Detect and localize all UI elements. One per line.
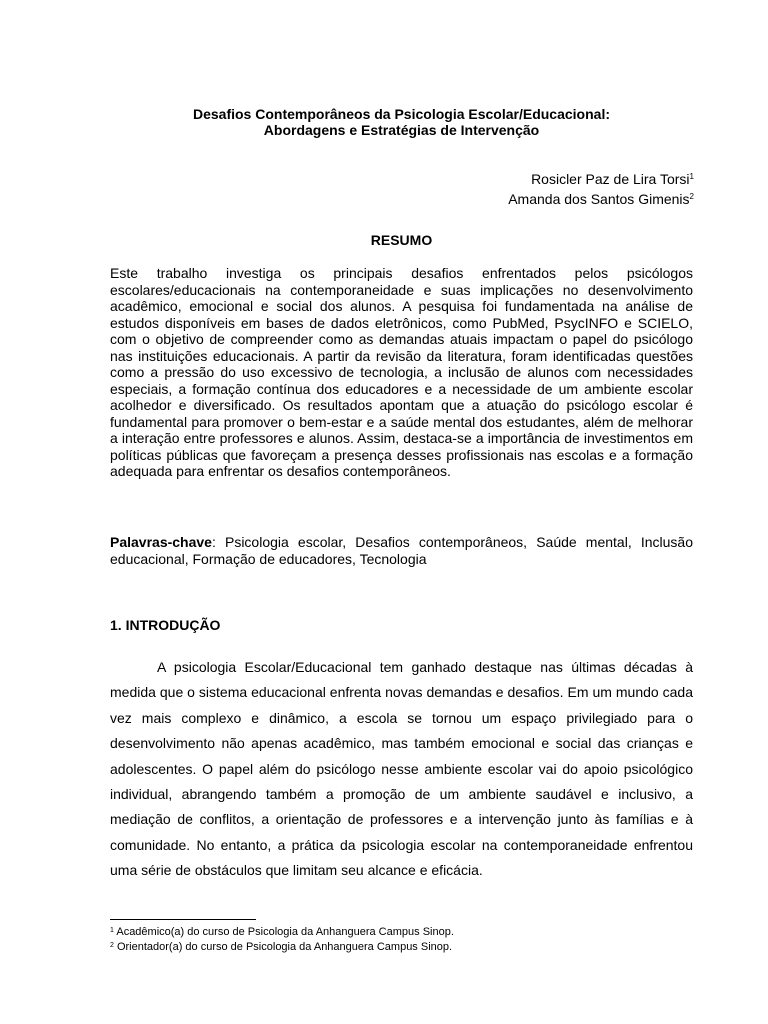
author-name: Amanda dos Santos Gimenis (508, 191, 690, 207)
author-list (110, 168, 694, 208)
footnote-text: Orientador(a) do curso de Psicologia da Anhanguera Campus Sinop. (113, 941, 453, 953)
author-1 (110, 168, 694, 188)
title-line-2: Abordagens e Estratégias de Intervenção (263, 122, 540, 138)
footnote-mark: 2 (689, 192, 694, 201)
title-line-1: Desafios Contemporâneos da Psicologia Escolar/Educacional: (192, 106, 610, 122)
keywords-text: : Psicologia escolar, Desafios contemporâneos, Saúde mental, Inclusão educacional, Formação de educadores, Tecnologia (110, 534, 693, 567)
author-2 (110, 188, 694, 208)
footnote-1 (110, 924, 454, 939)
keywords-label: Palavras-chave (110, 534, 212, 550)
section-heading-introduction: 1. INTRODUÇÃO (110, 617, 221, 633)
footnote-mark: 2 (110, 942, 114, 949)
footnote-mark: 1 (110, 927, 114, 934)
abstract-heading: RESUMO (370, 232, 433, 248)
footnote-mark: 1 (689, 172, 694, 181)
document-title (110, 106, 693, 138)
introduction-paragraph: A psicologia Escolar/Educacional tem ganhado destaque nas últimas décadas à medida que o sistema educacional enfrenta novas demandas e desafios. Em um mundo cada vez mais complexo e dinâmico, a escola se tornou um espaço privilegiado para o desenvolvimento não apenas acadêmico, mas também emocional e social das crianças e adolescentes. O papel além do psicólogo nesse ambiente escolar vai do apoio psicológico individual, abrangendo também a promoção de um ambiente saudável e inclusivo, a mediação de conflitos, a orientação de professores e a intervenção junto às famílias e à comunidade. No entanto, a prática da psicologia escolar na contemporaneidade enfrentou uma série de obstáculos que limitam seu alcance e eficácia. (110, 659, 693, 879)
author-name: Rosicler Paz de Lira Torsi (531, 171, 690, 187)
keywords (110, 534, 693, 567)
footnote-separator (110, 919, 256, 920)
footnotes (110, 924, 454, 954)
footnote-text: Acadêmico(a) do curso de Psicologia da Anhanguera Campus Sinop. (113, 926, 454, 938)
abstract-text: Este trabalho investiga os principais desafios enfrentados pelos psicólogos escolares/educacionais na contemporaneidade e suas implicações no desenvolvimento acadêmico, emocional e social dos alunos. A pesquisa foi fundamentada na análise de estudos disponíveis em bases de dados eletrônicos, como PubMed, PsycINFO e SCIELO, com o objetivo de compreender como as demandas atuais impactam o papel do psicólogo nas instituições educacionais. A partir da revisão da literatura, foram identificadas questões como a pressão do uso excessivo de tecnologia, a inclusão de alunos com necessidades especiais, a formação contínua dos educadores e a necessidade de um ambiente escolar acolhedor e diversificado. Os resultados apontam que a atuação do psicólogo escolar é fundamental para promover o bem-estar e a saúde mental dos estudantes, além de melhorar a interação entre professores e alunos. Assim, destaca-se a importância de investimentos em políticas públicas que favoreçam a presença desses profissionais nas escolas e a formação adequada para enfrentar os desafios contemporâneos. (110, 265, 693, 479)
footnote-2 (110, 939, 454, 954)
